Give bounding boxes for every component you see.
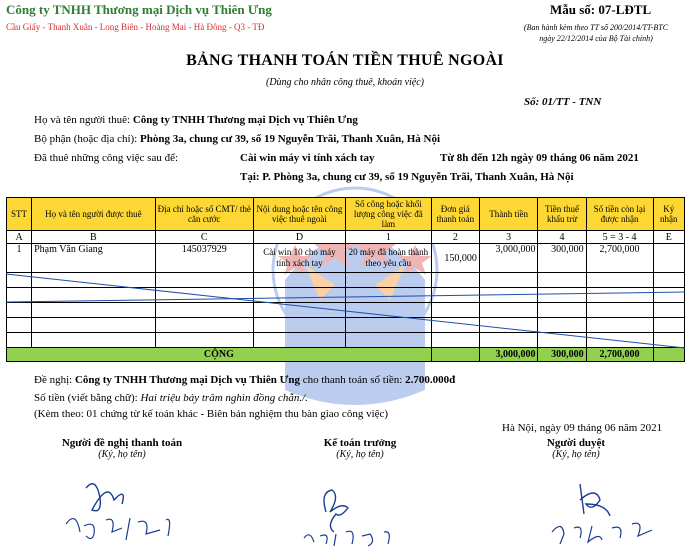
code-cell: 2 bbox=[431, 231, 479, 244]
requester-signature bbox=[56, 470, 206, 554]
header-content: Nội dung hoặc tên công việc thuê ngoài bbox=[253, 198, 345, 231]
document-title: BẢNG THANH TOÁN TIỀN THUÊ NGOÀI bbox=[186, 52, 504, 69]
code-cell: 1 bbox=[345, 231, 431, 244]
row-name: Phạm Văn Giang bbox=[32, 244, 155, 273]
accountant-signature bbox=[296, 472, 416, 556]
document-subtitle: (Dùng cho nhân công thuê, khoán việc) bbox=[265, 77, 424, 88]
dept-line bbox=[34, 133, 440, 145]
form-number: Mẫu số: 07-LĐTL bbox=[550, 2, 652, 17]
work-value: Cài win máy vi tính xách tay bbox=[240, 152, 375, 164]
header-name: Họ và tên người được thuê bbox=[32, 198, 155, 231]
signer-title: Người duyệt bbox=[546, 437, 606, 449]
code-cell: 5 = 3 - 4 bbox=[586, 231, 653, 244]
code-cell: 3 bbox=[479, 231, 538, 244]
signer-requester bbox=[32, 437, 212, 460]
code-cell: 4 bbox=[538, 231, 586, 244]
dept-value: Phòng 3a, chung cư 39, số 19 Nguyễn Trãi, Thanh Xuân, Hà Nội bbox=[140, 133, 441, 145]
row-stt: 1 bbox=[7, 244, 32, 273]
circular-note-line-1: (Ban hành kèm theo TT số 200/2014/TT-BTC bbox=[523, 23, 669, 32]
row-sign bbox=[653, 244, 684, 273]
code-cell: A bbox=[7, 231, 32, 244]
work-place: Tại: P. Phòng 3a, chung cư 39, số 19 Nguyễn Trãi, Thanh Xuân, Hà Nội bbox=[240, 171, 574, 183]
signer-note: (Ký, họ tên) bbox=[336, 449, 384, 460]
signer-chief-accountant bbox=[270, 437, 450, 460]
code-cell: B bbox=[32, 231, 155, 244]
company-name: Công ty TNHH Thương mại Dịch vụ Thiên Ưng bbox=[6, 2, 272, 17]
document-number: Số: 01/TT - TNN bbox=[524, 96, 602, 108]
row-remaining: 2,700,000 bbox=[586, 244, 653, 273]
row-amount: 3,000,000 bbox=[479, 244, 538, 273]
row-content: Cài win 10 cho máy tính xách tay bbox=[253, 244, 345, 273]
request-company: Công ty TNHH Thương mại Dịch vụ Thiên Ưng bbox=[74, 374, 300, 386]
header-volume: Số công hoặc khối lượng công việc đã làm bbox=[345, 198, 431, 231]
table-code-row bbox=[7, 231, 685, 244]
company-branches: Cầu Giấy - Thanh Xuân - Long Biên - Hoàng Mai - Hà Đông - Q3 - TĐ bbox=[6, 22, 265, 32]
header-unit-price: Đơn giá thanh toán bbox=[431, 198, 479, 231]
work-time: Từ 8h đến 12h ngày 09 tháng 06 năm 2021 bbox=[440, 152, 639, 164]
signer-title: Kế toán trưởng bbox=[323, 437, 397, 449]
total-label: CỘNG bbox=[7, 348, 432, 362]
total-tax: 300,000 bbox=[538, 348, 586, 362]
approver-signature bbox=[540, 470, 680, 554]
signer-note: (Ký, họ tên) bbox=[552, 449, 600, 460]
request-amount: 2.700.000đ bbox=[405, 374, 456, 386]
row-unit-price: 150,000 bbox=[431, 244, 479, 273]
empty-rows-strike-lines bbox=[6, 272, 685, 350]
hirer-line bbox=[34, 114, 358, 126]
total-amount: 3,000,000 bbox=[479, 348, 538, 362]
words-value: Hai triệu bảy trăm nghìn đồng chẵn./. bbox=[140, 392, 308, 404]
work-label: Đã thuê những công việc sau để: bbox=[34, 152, 179, 164]
request-mid: cho thanh toán số tiền: bbox=[302, 374, 403, 386]
hirer-label: Họ và tên người thuê: bbox=[34, 114, 131, 126]
sign-date: Hà Nội, ngày 09 tháng 06 năm 2021 bbox=[502, 422, 663, 434]
header-tax: Tiền thuế khấu trừ bbox=[538, 198, 586, 231]
code-cell: D bbox=[253, 231, 345, 244]
words-line bbox=[34, 392, 308, 404]
signer-title: Người đề nghị thanh toán bbox=[61, 437, 183, 449]
header-sign: Ký nhận bbox=[653, 198, 684, 231]
signer-note: (Ký, họ tên) bbox=[98, 449, 146, 460]
circular-note bbox=[506, 22, 686, 44]
code-cell: E bbox=[653, 231, 684, 244]
circular-note-line-2: ngày 22/12/2014 của Bộ Tài chính) bbox=[539, 34, 653, 43]
request-line bbox=[34, 374, 455, 386]
row-id: 145037929 bbox=[155, 244, 253, 273]
signer-approver bbox=[486, 437, 666, 460]
row-tax: 300,000 bbox=[538, 244, 586, 273]
attachment-note: (Kèm theo: 01 chứng từ kế toán khác - Biên bản nghiệm thu bàn giao công việc) bbox=[34, 408, 389, 420]
total-remaining: 2,700,000 bbox=[586, 348, 653, 362]
hirer-value: Công ty TNHH Thương mại Dịch vụ Thiên Ưng bbox=[132, 114, 358, 126]
dept-label: Bộ phận (hoặc địa chỉ): bbox=[34, 133, 138, 145]
code-cell: C bbox=[155, 231, 253, 244]
header-address: Địa chỉ hoặc số CMT/ thẻ căn cước bbox=[155, 198, 253, 231]
table-row bbox=[7, 244, 685, 273]
table-header-row bbox=[7, 198, 685, 231]
header-remaining: Số tiền còn lại được nhận bbox=[586, 198, 653, 231]
row-volume: 20 máy đã hoàn thành theo yêu cầu bbox=[345, 244, 431, 273]
request-label: Đề nghị: bbox=[34, 374, 73, 386]
header-stt: STT bbox=[7, 198, 32, 231]
words-label: Số tiền (viết bằng chữ): bbox=[34, 392, 138, 404]
header-amount: Thành tiền bbox=[479, 198, 538, 231]
